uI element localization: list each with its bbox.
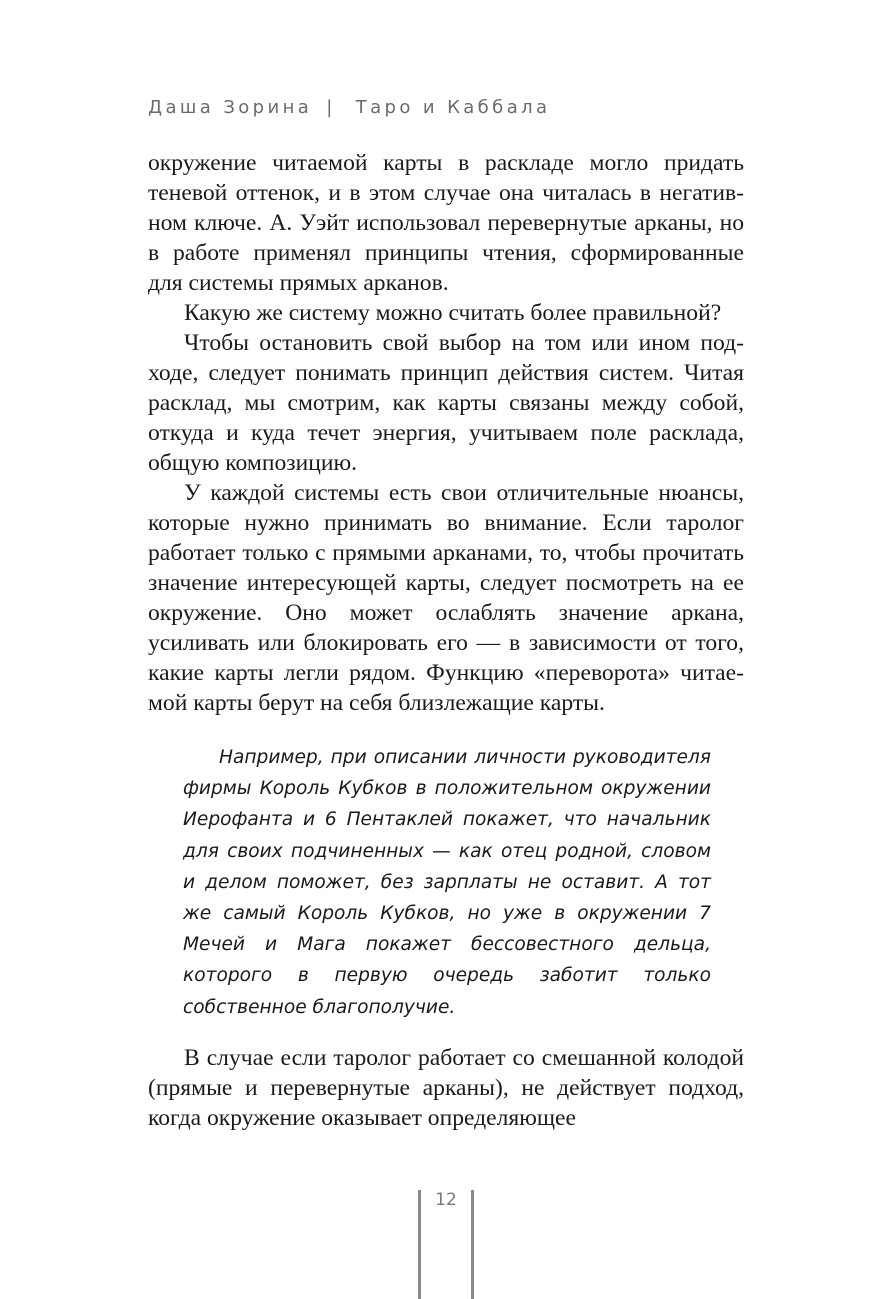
main-text — [148, 148, 744, 718]
example-text: Например, при описании личности руководителя фирмы Король Кубков в положительном окружении Иерофанта и 6 Пентаклей покажет, что начальник для своих подчиненных — как отец родной, словом и делом поможет, без зарплаты не оставит. А тот же самый Король Кубков, но уже в окружении 7 Мечей и Мага покажет бессовестного дельца, которого в первую очередь заботит только собственное благополучие. — [183, 747, 711, 1018]
paragraph-nuances: У каждой системы есть свои отличительные нюансы, которые нужно принимать во внимание. Если таролог работает только с прямыми арканами, то, чтобы прочитать значение интересующей карты, следует посмотреть на ее окружение. Оно может ослаблять значение аркана, усиливать или блокировать его — в зависимости от того, какие карты легли рядом. Функцию «переворота» читаемой карты берут на себя близлежащие карты. — [148, 480, 744, 716]
page-number-block — [418, 1190, 474, 1299]
page-number: 12 — [435, 1190, 457, 1210]
paragraph-closing: В случае если таролог работает со смешанной колодой (прямые и перевернутые арканы), не действует подход, когда окружение оказывает определяющее — [148, 1045, 744, 1131]
closing-text — [148, 1043, 744, 1133]
header-author: Даша Зорина — [148, 97, 313, 118]
paragraph-approach: Чтобы остановить свой выбор на том или ином подходе, следует понимать принцип действия систем. Читая расклад, мы смотрим, как карты связаны между собой, откуда и куда течет энергия, учитываем поле расклада, общую композицию. — [148, 330, 744, 476]
paragraph-continuation: окружение читаемой карты в раскладе могло придать теневой оттенок, и в этом случае она читалась в негативном ключе. А. Уэйт использовал перевернутые арканы, но в работе применял принципы чтения, сформированные для системы прямых арканов. — [148, 150, 744, 296]
paragraph-question: Какую же систему можно считать более правильной? — [184, 300, 722, 326]
running-header — [148, 97, 550, 118]
folio-right-rule — [471, 1190, 474, 1299]
header-separator: | — [326, 97, 336, 118]
header-title: Таро и Каббала — [355, 97, 551, 118]
example-block — [183, 742, 711, 1023]
